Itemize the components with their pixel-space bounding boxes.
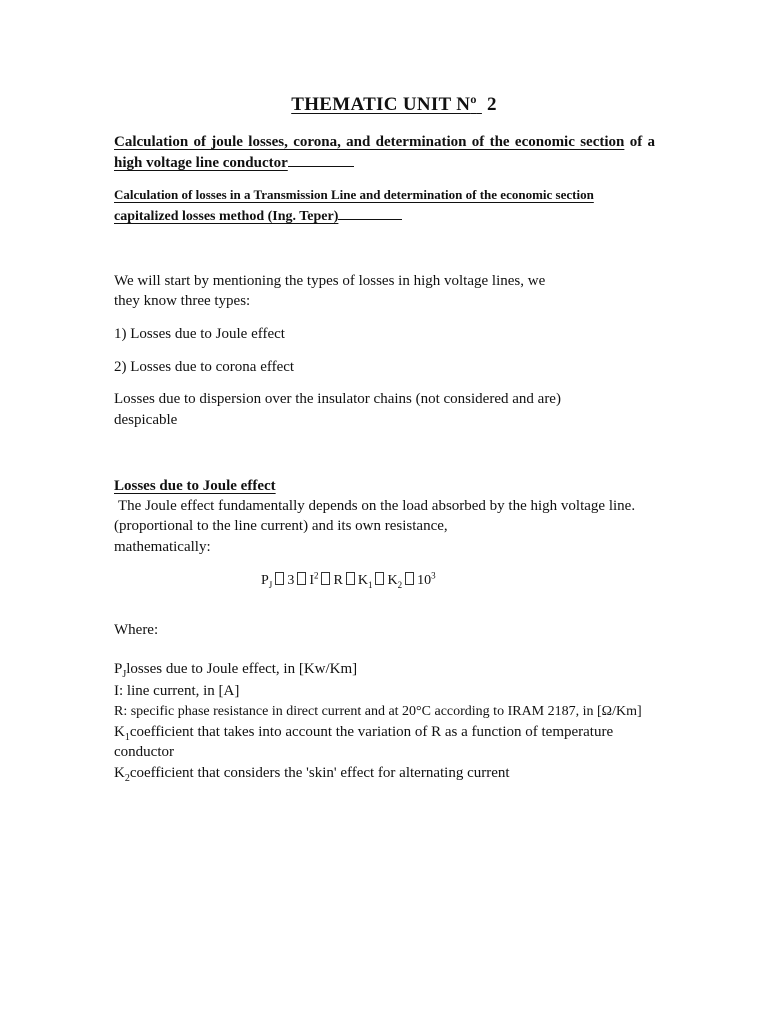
symbol-placeholder-box bbox=[275, 572, 284, 585]
joule-heading: Losses due to Joule effect bbox=[114, 478, 276, 494]
list-item: 2) Losses due to corona effect bbox=[114, 359, 295, 375]
intro-paragraph-line2: they know three types: bbox=[114, 293, 251, 309]
where-label: Where: bbox=[114, 622, 159, 638]
symbol-placeholder-box bbox=[346, 572, 355, 585]
section-heading-main: Calculation of joule losses, corona, and determination of the economic section of a bbox=[114, 134, 656, 150]
symbol-placeholder-box bbox=[297, 572, 306, 585]
symbol-placeholder-box bbox=[405, 572, 414, 585]
definition-r: R: specific phase resistance in direct current and at 20°C according to IRAM 2187, in [Ω/Km] bbox=[114, 704, 642, 719]
definition-k1: $K_1coefficient$ that takes into account the variation of R as a function of temperature bbox=[114, 724, 614, 743]
page-title: THEMATIC UNIT Nº 2 bbox=[291, 94, 497, 115]
section-heading-sub-line2: capitalized losses method (Ing. Teper) bbox=[114, 209, 402, 225]
list-item-continuation: despicable bbox=[114, 412, 178, 428]
list-item: 1) Losses due to Joule effect bbox=[114, 326, 285, 342]
definition-i: I: line current, in [A] bbox=[114, 683, 240, 699]
section-heading-sub: Calculation of losses in a Transmission Line and determination of the economic section bbox=[114, 187, 594, 202]
symbol-placeholder-box bbox=[321, 572, 330, 585]
definition-k1-continuation: conductor bbox=[114, 744, 174, 760]
symbol-placeholder-box bbox=[375, 572, 384, 585]
definition-pj: $P_Jlosses$ due to Joule effect, in [Kw/Km] bbox=[114, 661, 358, 680]
joule-paragraph-line1: The Joule effect fundamentally depends on the load absorbed by the high voltage line. bbox=[118, 498, 636, 514]
section-heading-main-line2: high voltage line conductor bbox=[114, 155, 354, 172]
joule-paragraph-line3: mathematically: bbox=[114, 539, 211, 555]
intro-paragraph-line1: We will start by mentioning the types of losses in high voltage lines, we bbox=[114, 273, 546, 289]
definition-k2: $K_2coefficient$ that considers the 'skin' effect for alternating current bbox=[114, 765, 510, 784]
joule-formula: $P_J$ 3 $I^2$ R $K_1$ $K_2$ $10^3$ bbox=[261, 570, 436, 590]
list-item: Losses due to dispersion over the insulator chains (not considered and are) bbox=[114, 391, 561, 407]
joule-paragraph-line2: (proportional to the line current) and its own resistance, bbox=[114, 518, 448, 534]
